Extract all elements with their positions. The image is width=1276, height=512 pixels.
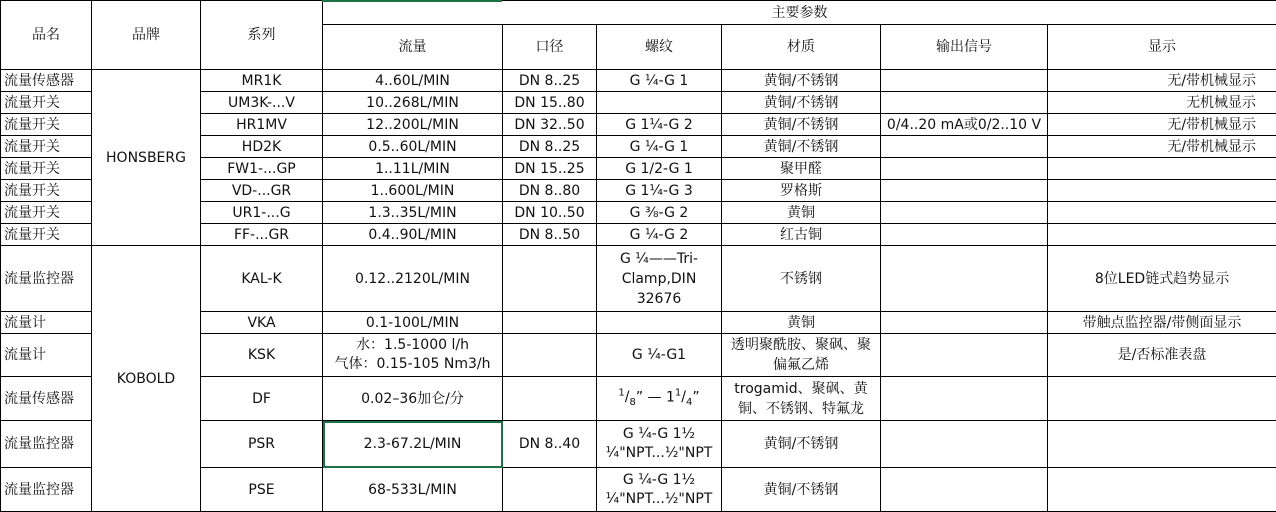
cell-xianshi[interactable]: 无/带机械显示 [1048,114,1276,136]
cell-luowen[interactable]: $^1/_8$” — $1^1/_4$” [597,377,722,421]
cell-koujing[interactable]: DN 15..25 [503,158,597,180]
cell-shuchu[interactable] [881,312,1048,334]
header-xilie[interactable]: 系列 [201,1,323,70]
cell-caizhi[interactable]: 黄铜/不锈钢 [722,136,881,158]
cell-koujing[interactable] [503,468,597,512]
table-row [1,246,1276,312]
cell-luowen[interactable]: G ¼-G 2 [597,224,722,246]
cell-xianshi[interactable]: 是/否标准表盘 [1048,334,1276,377]
cell-xianshi[interactable]: 无/带机械显示 [1048,70,1276,92]
cell-xianshi[interactable]: 带触点监控器/带侧面显示 [1048,312,1276,334]
cell-brand-honsberg[interactable]: HONSBERG [92,70,201,246]
cell-xilie[interactable]: UM3K-...V [201,92,323,114]
cell-xilie[interactable]: VD-...GR [201,180,323,202]
cell-shuchu[interactable] [881,334,1048,377]
cell-pinming[interactable]: 流量计 [1,334,92,377]
header-luowen[interactable]: 螺纹 [597,25,722,70]
cell-koujing[interactable]: DN 8..50 [503,224,597,246]
cell-liuliang[interactable]: 1.3..35L/MIN [323,202,503,224]
cell-caizhi[interactable]: 黄铜 [722,202,881,224]
cell-koujing[interactable] [503,312,597,334]
cell-xilie[interactable]: FW1-...GP [201,158,323,180]
header-shuchu[interactable]: 输出信号 [881,25,1048,70]
cell-pinming[interactable]: 流量传感器 [1,377,92,421]
cell-liuliang[interactable]: 68-533L/MIN [323,468,503,512]
cell-xilie[interactable]: DF [201,377,323,421]
cell-koujing[interactable]: DN 15..80 [503,92,597,114]
cell-xilie[interactable]: MR1K [201,70,323,92]
cell-luowen[interactable]: G ¼-G1 [597,334,722,377]
cell-xilie[interactable]: HD2K [201,136,323,158]
cell-koujing[interactable]: DN 8..25 [503,136,597,158]
cell-pinming[interactable]: 流量开关 [1,136,92,158]
cell-shuchu[interactable]: 0/4..20 mA或0/2..10 V [881,114,1048,136]
cell-xilie[interactable]: PSR [201,421,323,468]
cell-luowen[interactable]: G ⅜-G 2 [597,202,722,224]
liuliang-line-water: 水：1.5-1000 l/h [325,336,500,355]
cell-liuliang[interactable]: 0.12..2120L/MIN [323,246,503,312]
cell-luowen[interactable] [597,468,722,512]
cell-liuliang[interactable] [323,334,503,377]
cell-luowen[interactable]: G ¼——Tri-Clamp,DIN 32676 [597,246,722,312]
header-main-params[interactable]: 主要参数 [323,1,1276,25]
cell-shuchu[interactable] [881,468,1048,512]
cell-shuchu[interactable] [881,92,1048,114]
cell-koujing[interactable]: DN 32..50 [503,114,597,136]
header-caizhi[interactable]: 材质 [722,25,881,70]
cell-koujing[interactable] [503,334,597,377]
cell-xianshi[interactable] [1048,377,1276,421]
cell-shuchu[interactable] [881,421,1048,468]
cell-caizhi[interactable]: 罗格斯 [722,180,881,202]
cell-caizhi[interactable]: 聚甲醛 [722,158,881,180]
cell-brand-kobold[interactable]: KOBOLD [92,246,201,512]
cell-liuliang[interactable]: 4..60L/MIN [323,70,503,92]
header-koujing[interactable]: 口径 [503,25,597,70]
cell-koujing[interactable] [503,246,597,312]
cell-xianshi[interactable] [1048,468,1276,512]
cell-xianshi[interactable] [1048,224,1276,246]
cell-liuliang[interactable]: 0.1-100L/MIN [323,312,503,334]
cell-xilie[interactable]: VKA [201,312,323,334]
cell-koujing[interactable]: DN 10..50 [503,202,597,224]
cell-caizhi[interactable]: 黄铜/不锈钢 [722,421,881,468]
cell-xilie[interactable]: PSE [201,468,323,512]
cell-shuchu[interactable] [881,70,1048,92]
cell-liuliang[interactable]: 0.5..60L/MIN [323,136,503,158]
cell-luowen[interactable]: G 1¼-G 2 [597,114,722,136]
cell-pinming[interactable]: 流量监控器 [1,246,92,312]
cell-liuliang[interactable]: 0.02–36加仑/分 [323,377,503,421]
cell-xianshi[interactable] [1048,180,1276,202]
cell-shuchu[interactable] [881,180,1048,202]
cell-shuchu[interactable] [881,377,1048,421]
cell-caizhi[interactable]: 黄铜 [722,312,881,334]
cell-koujing[interactable]: DN 8..40 [503,421,597,468]
cell-luowen[interactable]: G ¼-G 1 [597,70,722,92]
cell-luowen[interactable] [597,312,722,334]
cell-luowen[interactable]: G 1/2-G 1 [597,158,722,180]
header-pinming[interactable]: 品名 [1,1,92,70]
cell-liuliang-selected[interactable]: 2.3-67.2L/MIN [323,421,503,468]
cell-xianshi[interactable]: 无机械显示 [1048,92,1276,114]
cell-koujing[interactable]: DN 8..80 [503,180,597,202]
cell-liuliang[interactable]: 10..268L/MIN [323,92,503,114]
cell-xianshi[interactable] [1048,421,1276,468]
cell-liuliang[interactable]: 1..600L/MIN [323,180,503,202]
cell-xilie[interactable]: UR1-...G [201,202,323,224]
fraction-one-quarter: $^1/_4$ [675,389,692,405]
luowen-line-2: ¼"NPT...½"NPT [599,490,719,509]
cell-luowen[interactable]: G 1¼-G 3 [597,180,722,202]
header-liuliang[interactable]: 流量 [323,25,503,70]
column-selection-indicator [322,0,502,2]
cell-xilie[interactable]: FF-...GR [201,224,323,246]
cell-xilie[interactable]: KSK [201,334,323,377]
cell-caizhi[interactable]: 黄铜/不锈钢 [722,468,881,512]
cell-pinming[interactable]: 流量开关 [1,158,92,180]
cell-caizhi[interactable]: 红古铜 [722,224,881,246]
cell-pinming[interactable]: 流量监控器 [1,468,92,512]
cell-shuchu[interactable] [881,158,1048,180]
cell-pinming[interactable]: 流量计 [1,312,92,334]
cell-caizhi[interactable]: 黄铜/不锈钢 [722,114,881,136]
cell-caizhi[interactable]: 黄铜/不锈钢 [722,92,881,114]
cell-luowen[interactable]: G ¼-G 1 [597,136,722,158]
cell-pinming[interactable]: 流量开关 [1,202,92,224]
cell-pinming[interactable]: 流量开关 [1,92,92,114]
header-pinpai[interactable]: 品牌 [92,1,201,70]
cell-koujing[interactable] [503,377,597,421]
cell-koujing[interactable]: DN 8..25 [503,70,597,92]
cell-xianshi[interactable]: 无/带机械显示 [1048,136,1276,158]
cell-caizhi[interactable]: 透明聚酰胺、聚砜、聚偏氟乙烯 [722,334,881,377]
cell-pinming[interactable]: 流量开关 [1,180,92,202]
cell-shuchu[interactable] [881,224,1048,246]
fraction-one-eighth: $^1/_8$ [618,389,635,405]
cell-xianshi[interactable]: 8位LED链式趋势显示 [1048,246,1276,312]
header-xianshi[interactable]: 显示 [1048,25,1276,70]
cell-caizhi[interactable]: 黄铜/不锈钢 [722,70,881,92]
cell-shuchu[interactable] [881,202,1048,224]
table-row [1,70,1276,92]
cell-pinming[interactable]: 流量监控器 [1,421,92,468]
cell-xilie[interactable]: KAL-K [201,246,323,312]
cell-xilie[interactable]: HR1MV [201,114,323,136]
cell-shuchu[interactable] [881,246,1048,312]
luowen-line-2: ¼"NPT...½"NPT [599,444,719,463]
luowen-line-1: G ¼-G 1½ [599,471,719,490]
cell-shuchu[interactable] [881,136,1048,158]
cell-caizhi[interactable]: 不锈钢 [722,246,881,312]
cell-liuliang[interactable]: 12..200L/MIN [323,114,503,136]
cell-pinming[interactable]: 流量传感器 [1,70,92,92]
cell-pinming[interactable]: 流量开关 [1,114,92,136]
cell-xianshi[interactable] [1048,158,1276,180]
liuliang-line-gas: 气体：0.15-105 Nm3/h [325,355,500,374]
cell-luowen[interactable] [597,421,722,468]
cell-liuliang[interactable]: 1..11L/MIN [323,158,503,180]
cell-xianshi[interactable] [1048,202,1276,224]
cell-pinming[interactable]: 流量开关 [1,224,92,246]
cell-luowen[interactable] [597,92,722,114]
luowen-line-1: G ¼-G 1½ [599,425,719,444]
cell-liuliang[interactable]: 0.4..90L/MIN [323,224,503,246]
cell-caizhi[interactable]: trogamid、聚砜、黄铜、不锈钢、特氟龙 [722,377,881,421]
